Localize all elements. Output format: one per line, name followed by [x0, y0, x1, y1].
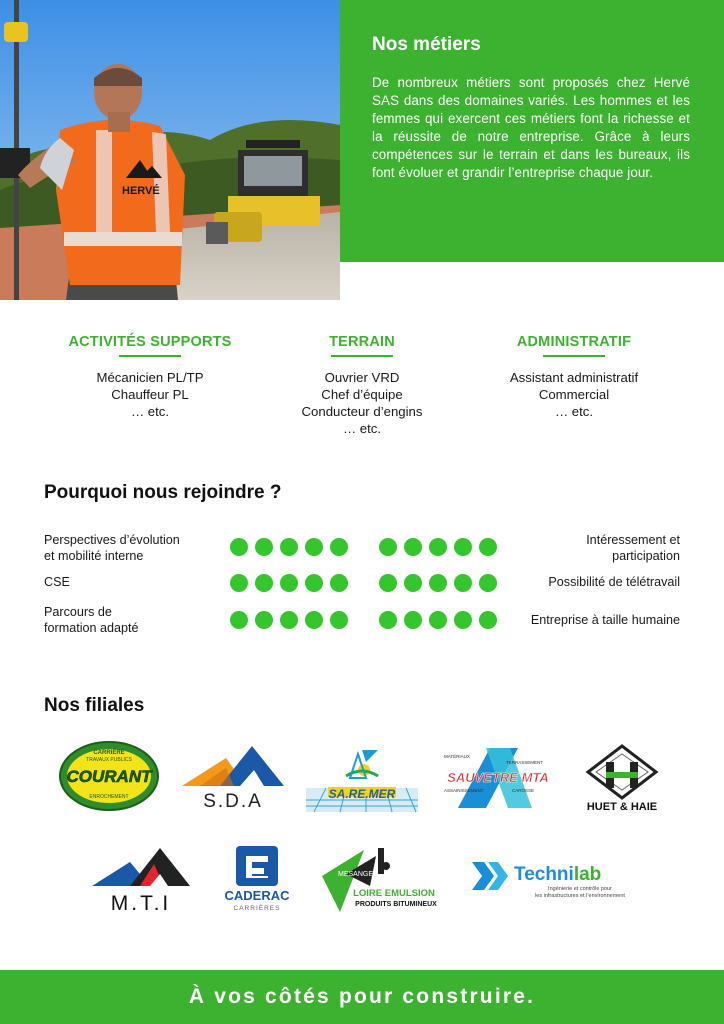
- courant-name: COURANT: [66, 767, 152, 786]
- hero-photo-worker-roadwork: [0, 0, 340, 300]
- mti-name: M.T.I: [110, 892, 172, 915]
- courant-sub-text: TRAVAUX PUBLICS: [86, 757, 132, 763]
- bullet-dot: [305, 611, 323, 629]
- job-column-administratif: [464, 334, 684, 420]
- bullet-dot: [379, 538, 397, 556]
- dots-left: [230, 574, 348, 594]
- benefit-right: [490, 612, 680, 628]
- benefit-left-line: Perspectives d’évolution: [44, 533, 180, 547]
- benefit-left-line: formation adapté: [44, 621, 139, 635]
- why-join-title: Pourquoi nous rejoindre ?: [44, 482, 282, 503]
- logo-mti: [90, 846, 192, 914]
- bullet-dot: [330, 538, 348, 556]
- bullet-dot: [255, 574, 273, 592]
- hero-text-panel: [340, 0, 724, 262]
- sauvetre-name: SAUVETRE MTA: [447, 770, 549, 785]
- technilab-line-1: Ingénierie et contrôle pour: [548, 886, 612, 892]
- benefit-left-line: Parcours de: [44, 605, 112, 619]
- job-item: Assistant administratif: [509, 370, 639, 385]
- bullet-dot: [230, 538, 248, 556]
- dots-left: [230, 538, 348, 558]
- jobs-categories: [0, 334, 724, 449]
- sda-name: S.D.A: [203, 791, 263, 812]
- dots-right: [379, 574, 497, 594]
- caderac-sub: CARRIÈRES: [233, 905, 281, 912]
- job-column-heading: ADMINISTRATIF: [516, 334, 632, 350]
- technilab-name-2: lab: [573, 864, 602, 885]
- bullet-dot: [330, 574, 348, 592]
- logo-huet-haie: [576, 744, 668, 812]
- benefit-left-line: et mobilité interne: [44, 549, 144, 563]
- bullet-dot: [379, 574, 397, 592]
- heading-underline: [119, 355, 181, 357]
- job-item: Mécanicien PL/TP: [96, 370, 204, 385]
- job-column-terrain: [262, 334, 462, 437]
- loire-name: LOIRE EMULSION: [353, 888, 435, 899]
- bullet-dot: [305, 574, 323, 592]
- bullet-dot: [330, 611, 348, 629]
- sauvetre-tag: MATÉRIAUX: [444, 754, 470, 759]
- huet-name: HUET & HAIE: [586, 801, 658, 813]
- job-column-support: [40, 334, 260, 420]
- loire-sub: PRODUITS BITUMINEUX: [355, 901, 437, 908]
- logo-saremer: [306, 742, 418, 814]
- logo-sauvetre-mta: [440, 744, 556, 812]
- bullet-dot: [454, 611, 472, 629]
- caderac-name: CADERAC: [224, 888, 290, 903]
- logo-loire-emulsion: [320, 846, 450, 914]
- bullet-dot: [429, 538, 447, 556]
- bullet-dot: [255, 611, 273, 629]
- benefit-right: [490, 532, 680, 564]
- bullet-dot: [255, 538, 273, 556]
- bullet-dot: [429, 574, 447, 592]
- hero-description: De nombreux métiers sont proposés chez Hervé SAS dans des domaines variés. Les hommes et les femmes qui exercent ces métiers font la richesse et la réussite de notre entreprise. Grâce à leurs compétences sur le terrain et dans les bureaux, ils font évoluer et grandir l’entreprise chaque jour.: [372, 75, 690, 180]
- bullet-dot: [230, 574, 248, 592]
- dots-left: [230, 611, 348, 631]
- saremer-name: SA.RE.MER: [328, 787, 396, 801]
- job-item: Ouvrier VRD: [324, 370, 400, 385]
- heading-underline: [331, 355, 393, 357]
- courant-top-text: CARRIÈRE: [93, 750, 125, 756]
- benefit-left: [44, 574, 214, 590]
- svg-text:Technilab: [514, 864, 601, 885]
- bullet-dot: [280, 611, 298, 629]
- bullet-dot: [404, 574, 422, 592]
- benefit-right-line: Possibilité de télétravail: [548, 575, 680, 589]
- bullet-dot: [454, 574, 472, 592]
- bullet-dot: [230, 611, 248, 629]
- job-item: … etc.: [342, 421, 382, 436]
- job-item: Commercial: [538, 387, 610, 402]
- benefit-right-line: Intéressement et: [586, 533, 680, 547]
- subsidiaries-title: Nos filiales: [44, 695, 145, 716]
- dots-right: [379, 611, 497, 631]
- bullet-dot: [404, 611, 422, 629]
- benefit-left-line: CSE: [44, 575, 70, 589]
- benefit-right-line: participation: [612, 549, 680, 563]
- logo-caderac: [212, 846, 304, 914]
- job-column-heading: ACTIVITÉS SUPPORTS: [68, 334, 232, 350]
- dots-right: [379, 538, 497, 558]
- sauvetre-tag: ASSAINISSEMENT: [444, 788, 484, 793]
- logo-technilab: [470, 856, 642, 902]
- courant-bottom-text: ENROCHEMENT: [89, 794, 129, 800]
- hero-section: [0, 0, 724, 300]
- bullet-dot: [280, 538, 298, 556]
- job-item: Conducteur d’engins: [301, 404, 423, 419]
- bullet-dot: [280, 574, 298, 592]
- benefit-right-line: Entreprise à taille humaine: [530, 613, 680, 627]
- hero-title: Nos métiers: [372, 34, 481, 55]
- job-item: … etc.: [130, 404, 170, 419]
- benefit-right: [490, 574, 680, 590]
- job-column-heading: TERRAIN: [329, 334, 395, 350]
- job-item: Chef d’équipe: [321, 387, 403, 402]
- benefit-left: [44, 604, 214, 636]
- bullet-dot: [379, 611, 397, 629]
- heading-underline: [543, 355, 605, 357]
- bullet-dot: [305, 538, 323, 556]
- benefit-left: [44, 532, 214, 564]
- bullet-dot: [429, 611, 447, 629]
- sauvetre-tag: TERRASSEMENT: [506, 760, 544, 765]
- technilab-line-2: les infrastructures et l’environnement: [535, 893, 625, 899]
- bullet-dot: [454, 538, 472, 556]
- job-item: … etc.: [554, 404, 594, 419]
- logo-sda: [180, 744, 286, 812]
- loire-small: MESANGER: [338, 871, 379, 878]
- logo-courant: [58, 740, 160, 812]
- bullet-dot: [404, 538, 422, 556]
- vest-logo-text: HERVÉ: [122, 185, 160, 197]
- job-item: Chauffeur PL: [111, 387, 189, 402]
- sauvetre-tag: CAROSSE: [512, 788, 535, 793]
- footer-slogan: À vos côtés pour construire.: [0, 970, 724, 1024]
- technilab-name-1: Techni: [514, 864, 574, 885]
